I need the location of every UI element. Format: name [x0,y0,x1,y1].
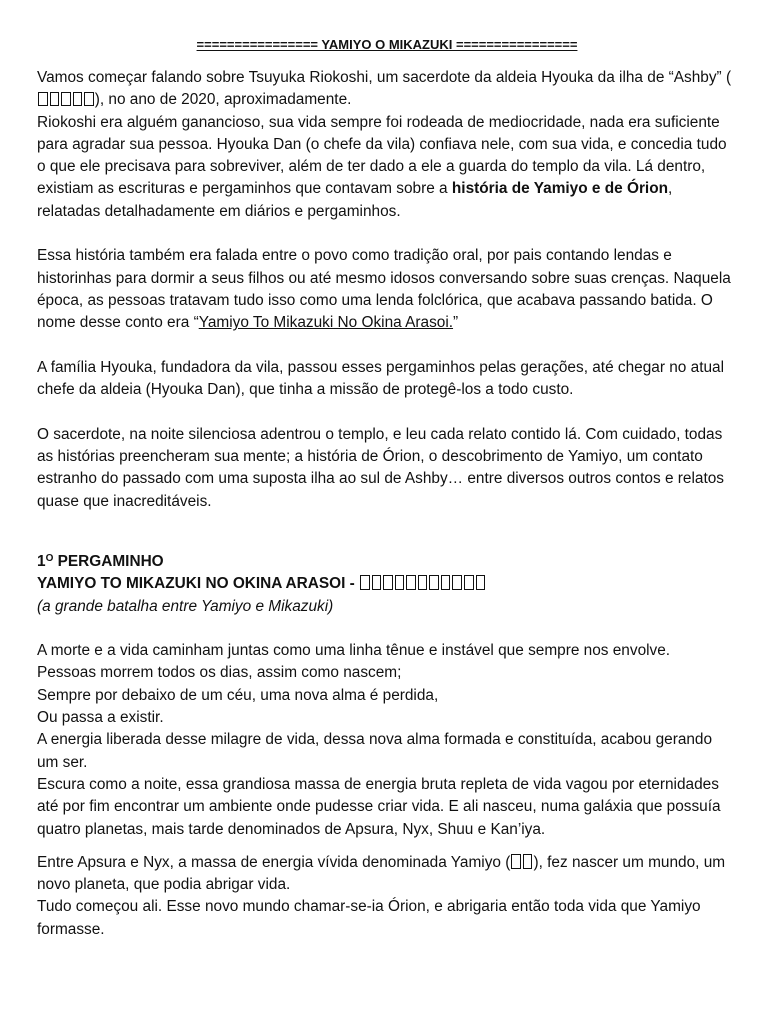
intro-paragraph-5: O sacerdote, na noite silenciosa adentrou o templo, e leu cada relato contido lá. Com cuidado, todas as histórias preencheram sua mente; a história de Órion, o descobrimento de Yamiyo, um contato estranho do passado com uma suposta ilha ao sul de Ashby… entre diversos outros contos e relatos quase que inacreditáveis. [37,425,724,510]
poem-line-1: A morte e a vida caminham juntas como uma linha tênue e instável que sempre nos envolve. [37,642,671,660]
poem-line-3: Sempre por debaixo de um céu, uma nova alma é perdida, [37,686,439,704]
poem-line-2: Pessoas morrem todos os dias, assim como nascem; [37,664,402,682]
scroll-title-text: YAMIYO TO MIKAZUKI NO OKINA ARASOI - [37,575,360,593]
missing-glyph-icon [429,575,439,590]
scroll-heading-label: PERGAMINHO [57,552,164,570]
tale-title-link[interactable]: Yamiyo To Mikazuki No Okina Arasoi. [198,314,454,332]
scroll-paragraph-2: Escura como a noite, essa grandiosa massa de energia bruta repleta de vida vagou por eternidades até por fim encontrar um ambiente onde pudesse criar vida. E ali nasceu, numa galáxia que possuía quatro planetas, mais tarde denominados de Apsura, Nyx, Shuu e Kan’iya. [37,775,721,838]
missing-glyph-icon [84,92,94,107]
intro-p2-text-a: Riokoshi era alguém ganancioso, sua vida sempre foi rodeada de mediocridade, nada era suficiente para agradar sua pessoa. Hyouka Dan (o chefe da vila) confiava nele, com sua vida, e concedia tudo o que ele precisava para sobreviver, além de ter dado a ele a guarda do templo da vila. Lá dentro, existiam as escrituras e pergaminhos que contavam sobre a [37,113,727,198]
missing-glyph-icon [523,854,533,869]
intro-p2-text-b: , relatadas detalhadamente em diários e pergaminhos. [37,180,673,220]
missing-glyph-icon [372,575,382,590]
scroll-heading [37,551,737,573]
intro-p3-text-b: ” [453,314,459,332]
missing-glyph-icon [418,575,428,590]
intro-p3-text-a: Essa história também era falada entre o povo como tradição oral, por pais contando lendas e historinhas para dormir a seus filhos ou até mesmo idosos conversando sobre suas crenças. Naquela época, as pessoas tratavam tudo isso como uma lenda folclórica, que acabava passando batida. O nome desse conto era “ [37,247,731,332]
scroll-title [37,573,737,595]
document-page [37,36,737,941]
intro-paragraph-2 [37,112,737,223]
intro-paragraph-4: A família Hyouka, fundadora da vila, passou esses pergaminhos pelas gerações, até chegar no atual chefe da aldeia (Hyouka Dan), que tinha a missão de protegê-los a todo custo. [37,358,725,399]
scroll-paragraph-1: A energia liberada desse milagre de vida, dessa nova alma formada e constituída, acabou gerando um ser. [37,731,713,771]
scroll-subtitle: (a grande batalha entre Yamiyo e Mikazuki) [37,597,334,615]
missing-glyph-icon [360,575,370,590]
missing-glyph-icon [452,575,462,590]
missing-glyph-icon [464,575,474,590]
missing-glyph-icon [73,92,83,107]
missing-glyph-icon [406,575,416,590]
missing-glyph-icon [38,92,48,107]
missing-glyph-icon [383,575,393,590]
intro-paragraph-3 [37,245,737,334]
scroll-p3-text-b: ), fez nascer um mundo, um novo planeta, que podia abrigar vida. [37,853,726,894]
scroll-paragraph-4: Tudo começou ali. Esse novo mundo chamar-se-ia Órion, e abrigaria então toda vida que Yamiyo formasse. [37,898,701,938]
missing-glyph-icon [476,575,486,590]
missing-glyph-icon [395,575,405,590]
scroll-p3-text-a: Entre Apsura e Nyx, a massa de energia vívida denominada Yamiyo ( [37,853,511,871]
intro-p1-text-b: ), no ano de 2020, aproximadamente. [94,91,352,109]
missing-glyph-icon [50,92,60,107]
missing-glyph-icon [441,575,451,590]
missing-glyph-icon [511,854,521,869]
intro-p1-text-a: Vamos começar falando sobre Tsuyuka Riokoshi, um sacerdote da aldeia Hyouka da ilha de “Ashby” ( [37,69,732,86]
poem-line-4: Ou passa a existir. [37,709,164,727]
intro-p2-bold-text: história de Yamiyo e de Órion [451,180,669,198]
scroll-ordinal: O [45,552,54,564]
document-title: ================ YAMIYO O MIKAZUKI ================ [196,37,578,52]
missing-glyph-icon [61,92,71,107]
scroll-paragraph-3 [37,852,737,897]
scroll-number: 1 [37,552,46,570]
intro-paragraph-1 [37,67,737,112]
